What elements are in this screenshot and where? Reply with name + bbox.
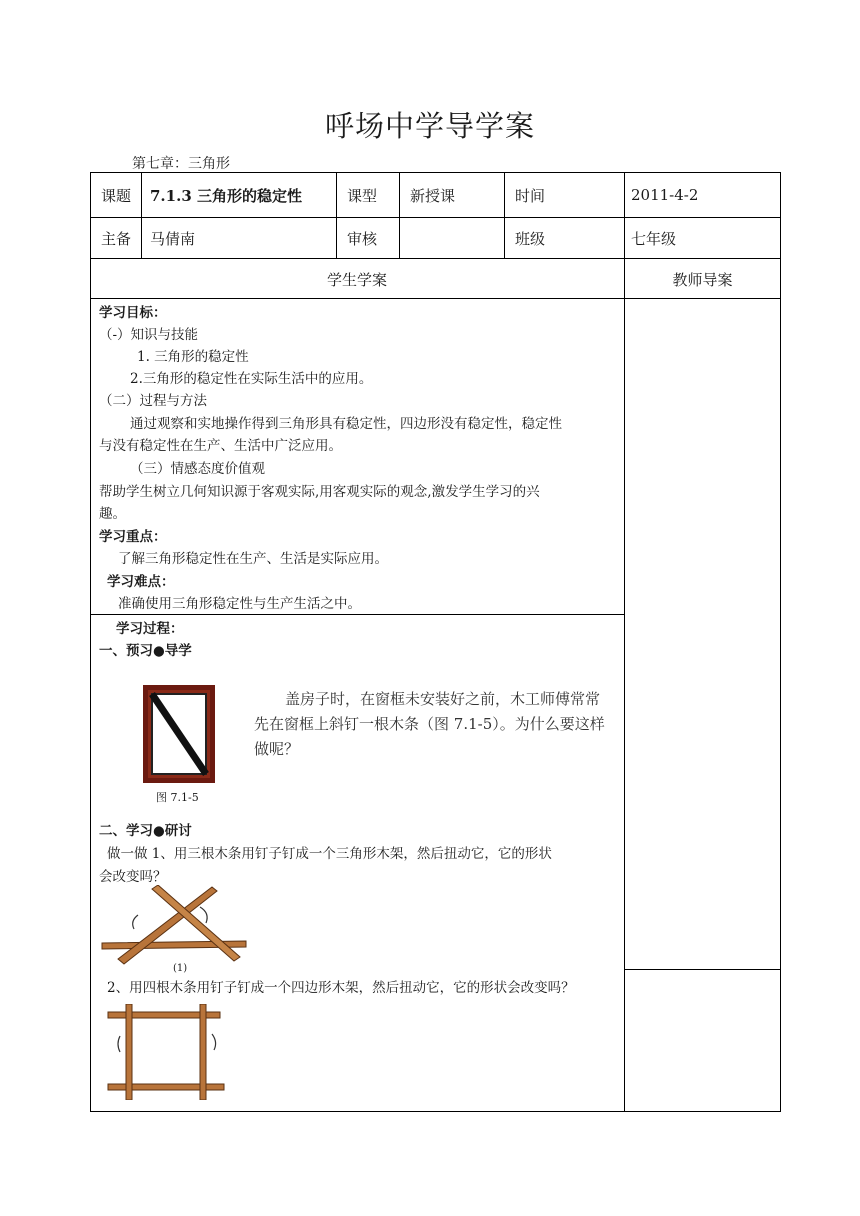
triangle-frame-image: [100, 885, 248, 965]
lesson-table-grid: [90, 172, 781, 1112]
teacher-plan-header: 教师导案: [672, 270, 733, 289]
label-reviewer: 审核: [347, 230, 378, 248]
quadrilateral-frame-image: [104, 1004, 228, 1100]
goal-process: （二）过程与方法: [99, 393, 207, 409]
window-frame-image: [143, 685, 215, 783]
section-study: 二、学习●研讨: [99, 823, 192, 839]
value-date: 2011-4-2: [631, 186, 699, 204]
value-reviewer: [410, 218, 505, 259]
triangle-caption: (1): [173, 963, 188, 974]
question-1-line-1: 做一做 1、用三根木条用钉子钉成一个三角形木架，然后扭动它，它的形状: [107, 846, 552, 862]
value-class: 七年级: [631, 230, 677, 248]
value-author: 马倩南: [150, 230, 196, 248]
goal-attitude-text-1: 帮助学生树立几何知识源于客观实际,用客观实际的观念,激发学生学习的兴: [99, 484, 540, 500]
value-topic: 7.1.3 三角形的稳定性: [150, 186, 302, 205]
difficulty-heading: 学习难点：: [107, 574, 175, 590]
page-title: 呼场中学导学案: [324, 109, 535, 143]
key-point-text: 了解三角形稳定性在生产、生活是实际应用。: [118, 551, 388, 567]
goal-attitude: （三）情感态度价值观: [130, 461, 265, 477]
goal-knowledge: （-）知识与技能: [99, 327, 199, 343]
goal-process-text-2: 与没有稳定性在生产、生活中广泛应用。: [99, 438, 342, 454]
question-2: 2、用四根木条用钉子钉成一个四边形木架，然后扭动它，它的形状会改变吗？: [107, 980, 575, 996]
goal-attitude-text-2: 趣。: [99, 506, 126, 522]
label-class: 班级: [515, 230, 546, 248]
value-type: 新授课: [410, 186, 456, 205]
goal-knowledge-item-2: 2.三角形的稳定性在实际生活中的应用。: [130, 371, 373, 387]
label-topic: 课题: [100, 186, 131, 205]
question-1-line-2: 会改变吗？: [99, 869, 167, 885]
label-date: 时间: [515, 186, 546, 205]
label-author: 主备: [100, 230, 131, 248]
difficulty-text: 准确使用三角形稳定性与生产生活之中。: [118, 596, 361, 612]
key-point-heading: 学习重点：: [99, 529, 167, 545]
goal-knowledge-item-1: 1. 三角形的稳定性: [137, 349, 249, 365]
chapter-label: 第七章：三角形: [132, 156, 230, 172]
section-preview: 一、预习●导学: [99, 643, 192, 659]
goals-heading: 学习目标：: [99, 305, 167, 321]
window-question-line-2: 先在窗框上斜钉一根木条（图 7.1-5）。为什么要这样: [254, 715, 605, 733]
label-type: 课型: [347, 186, 378, 205]
figure-caption: 图 7.1-5: [156, 791, 199, 804]
process-heading: 学习过程：: [116, 621, 184, 637]
window-question-line-1: 盖房子时，在窗框未安装好之前，木工师傅常常: [285, 690, 601, 708]
goal-process-text-1: 通过观察和实地操作得到三角形具有稳定性，四边形没有稳定性，稳定性: [130, 416, 562, 432]
window-question-line-3: 做呢？: [254, 740, 300, 758]
student-plan-header: 学生学案: [326, 270, 387, 289]
